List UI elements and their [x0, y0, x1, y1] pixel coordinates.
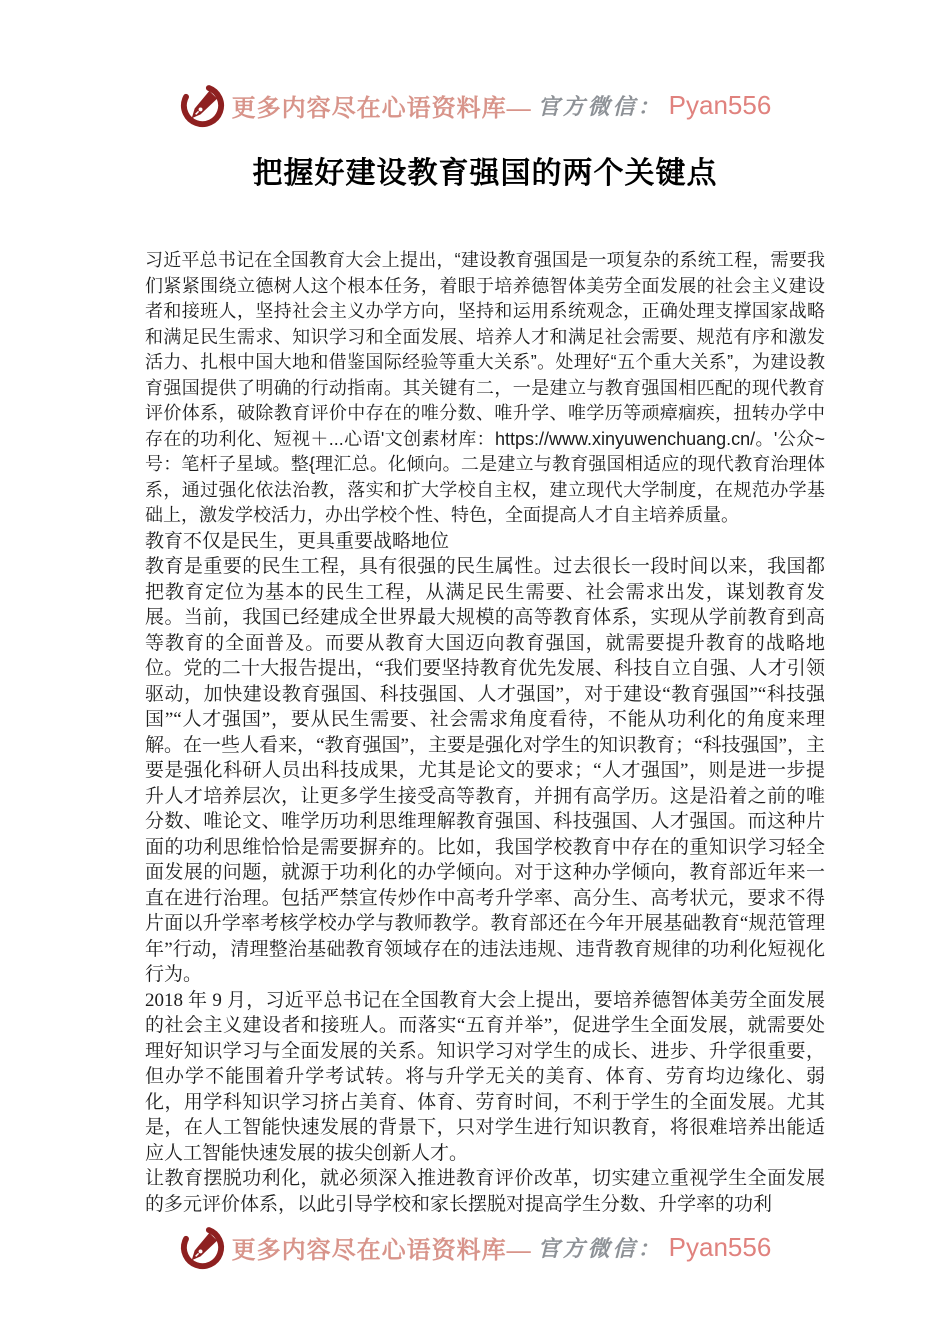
paragraph-intro: 习近平总书记在全国教育大会上提出，“建设教育强国是一项复杂的系统工程，需要我们紧紧围绕立德树人这个根本任务，着眼于培养德智体美劳全面发展的社会主义建设者和接班人，坚持社会主义办学方向，坚持和运用系统观念，正确处理支撑国家战略和满足民生需求、知识学习和全面发展、培养人才和满足社会需要、规范有序和激发活力、扎根中国大地和借鉴国际经验等重大关系”。处理好“五个重大关系”，为建设教育强国提供了明确的行动指南。其关键有二，一是建立与教育强国相匹配的现代教育评价体系，破除教育评价中存在的唯分数、唯升学、唯学历等顽瘴痼疾，扭转办学中存在的功利化、短视＋...心语'文创素材库：https://www.xinyuwenchuang.cn/。'公众~号：笔杆子星域。整{理汇总。化倾向。二是建立与教育强国相适应的现代教育治理体系，通过强化依法治教，落实和扩大学校自主权，建立现代大学制度，在规范办学基础上，激发学校活力，办出学校个性、特色，全面提高人才自主培养质量。 [145, 250, 825, 525]
pen-in-circle-icon [179, 82, 226, 129]
paragraph-evaluation-reform: 让教育摆脱功利化，就必须深入推进教育评价改革，切实建立重视学生全面发展的多元评价体系，以此引导学校和家长摆脱对提高学生分数、升学率的功利 [145, 1168, 825, 1215]
watermark-wechat-label: 官方微信： [537, 94, 663, 119]
document-title: 把握好建设教育强国的两个关键点 [252, 157, 718, 190]
paragraph-strategic-position: 教育是重要的民生工程，具有很强的民生属性。过去很长一段时间以来，我国都把教育定位为基本的民生工程，从满足民生需要、社会需求出发，谋划教育发展。当前，我国已经建成全世界最大规模的高等教育体系，实现从学前教育到高等教育的全面普及。而要从教育大国迈向教育强国，就需要提升教育的战略地位。党的二十大报告提出，“我们要坚持教育优先发展、科技自立自强、人才引领驱动，加快建设教育强国、科技强国、人才强国”，对于建设“教育强国”“科技强国”“人才强国”，要从民生需要、社会需求角度看待，不能从功利化的角度来理解。在一些人看来，“教育强国”，主要是强化对学生的知识教育；“科技强国”，主要是强化科研人员出科技成果，尤其是论文的要求；“人才强国”，则是进一步提升人才培养层次，让更多学生接受高等教育，并拥有高学历。这是沿着之前的唯分数、唯论文、唯学历功利思维理解教育强国、科技强国、人才强国。而这种片面的功利思维恰恰是需要摒弃的。比如，我国学校教育中存在的重知识学习轻全面发展的问题，就源于功利化的办学倾向。对于这种办学倾向，教育部近年来一直在进行治理。包括严禁宣传炒作中高考升学率、高分生、高考状元，要求不得片面以升学率考核学校办学与教师教学。教育部还在今年开展基础教育“规范管理年”行动，清理整治基础教育领域存在的违法违规、违背教育规律的功利化短视化行为。 [145, 556, 825, 985]
footer-watermark [0, 1224, 950, 1271]
pen-in-circle-icon [179, 1224, 226, 1271]
document-body [145, 248, 825, 1217]
document-content [145, 148, 825, 1217]
paragraph-2018-speech: 2018 年 9 月，习近平总书记在全国教育大会上提出，要培养德智体美劳全面发展的社会主义建设者和接班人。而落实“五育并举”，促进学生全面发展，就需要处理好知识学习与全面发展的关系。知识学习对学生的成长、进步、升学很重要，但办学不能围着升学考试转。将与升学无关的美育、体育、劳育均边缘化、弱化，用学科知识学习挤占美育、体育、劳育时间，不利于学生的全面发展。尤其是，在人工智能快速发展的背景下，只对学生进行知识教育，将很难培养出能适应人工智能快速发展的拔尖创新人才。 [145, 989, 825, 1164]
watermark-text: 更多内容尽在心语资料库— [231, 96, 532, 122]
watermark-text: 更多内容尽在心语资料库— [231, 1238, 532, 1264]
header-watermark [0, 82, 950, 129]
watermark-wechat-account: Pyan556 [668, 1232, 772, 1262]
watermark-wechat-label: 官方微信： [537, 1236, 663, 1261]
section-heading: 教育不仅是民生，更具重要战略地位 [145, 530, 450, 552]
watermark-wechat-account: Pyan556 [668, 90, 772, 120]
